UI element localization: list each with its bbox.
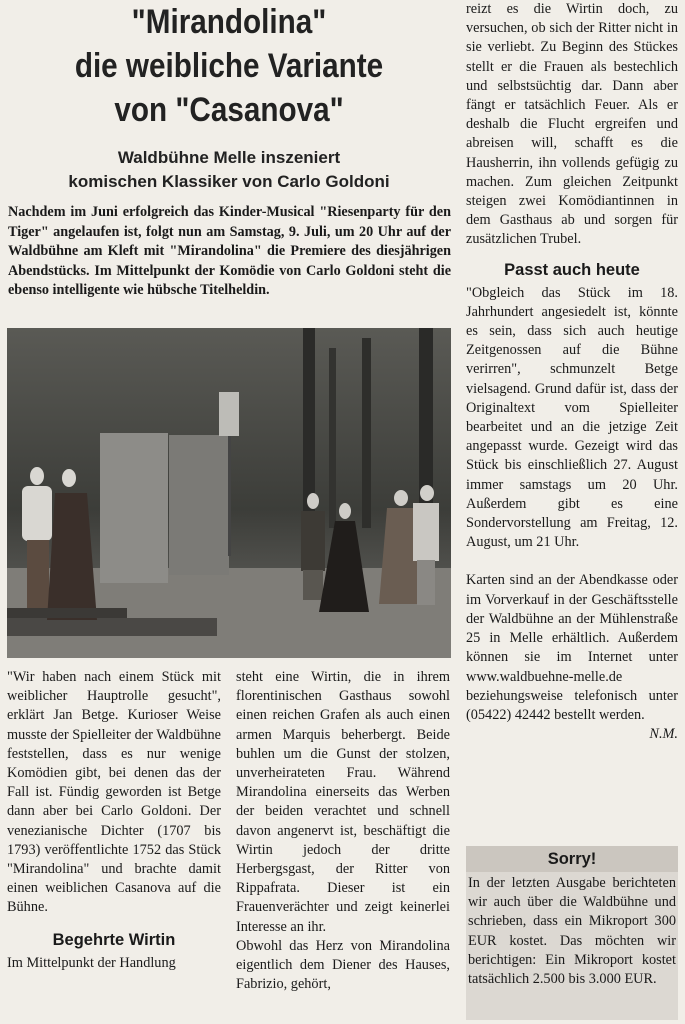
article-column-3 bbox=[466, 0, 678, 744]
lead-paragraph: Nachdem im Juni erfolgreich das Kinder-Musical "Riesenparty für den Tiger" angelaufen ist, folgt nun am Samstag, 9. Juli, um 20 Uhr auf der Waldbühne am Kleft mit "Mirandolina" die Premiere des diesjährigen Abendstücks. Im Mittelpunkt der Komödie von Carlo Goldoni steht die ebenso intelligente wie hübsche Titelheldin. bbox=[8, 204, 451, 299]
column-2-paragraph-1: steht eine Wirtin, die in ihrem florentinischen Gasthaus sowohl einen reichen Grafen als auch einen armen Marquis beherbergt. Beide buhlen um die Gunst der stolzen, unverheirateten Frau. Während Mirandolina einerseits das Werben der beiden verachtet und schnell davon angenervt ist, beschäftigt die Wirtin jedoch der dritte Herbergsgast, der Ritter von Rippafrata. Dieser ist ein Frauenverächter und zeigt keinerlei Interesse an ihr. bbox=[236, 669, 450, 935]
sorry-title: Sorry! bbox=[466, 846, 678, 872]
subheadline-line-2: komischen Klassiker von Carlo Goldoni bbox=[68, 172, 390, 191]
column-3-paragraph-3: Karten sind an der Abendkasse oder im Vorverkauf in der Geschäftsstelle der Waldbühne an der Mühlenstraße 25 in Melle erhältlich. Außerdem können sie im Internet unter www.waldbuehne-melle.de beziehungsweise telefonisch unter (05422) 42442 bestellt werden. bbox=[466, 572, 678, 723]
headline bbox=[36, 0, 423, 132]
column-1-paragraph-1: "Wir haben nach einem Stück mit weiblicher Hauptrolle gesucht", erklärt Jan Betge. Kurioser Weise musste der Spielleiter der Waldbühne feststellen, dass es nur wenige Komödien gibt, bei denen das der Fall ist. Fündig geworden ist Betge dann aber bei Carlo Goldoni. Der venezianische Dichter (1707 bis 1793) veröffentlichte 1752 das Stück "Mirandolina" und brachte damit einen weiblichen Casanova auf die Bühne. bbox=[7, 669, 221, 916]
subheadline bbox=[4, 146, 454, 194]
article-column-2 bbox=[236, 668, 450, 994]
author-signature: N.M. bbox=[649, 726, 678, 743]
sorry-text: In der letzten Ausgabe berichteten wir auch über die Waldbühne und schrieben, dass ein Mikroport 300 EUR kostet. Das möchten wir berichtigen: Ein Mikroport kostet tatsächlich 2.500 bis 3.000 EUR. bbox=[468, 875, 676, 988]
headline-line-3: von "Casanova" bbox=[114, 91, 344, 129]
column-1-paragraph-2: Im Mittelpunkt der Handlung bbox=[7, 954, 176, 971]
subheading-passt-auch-heute: Passt auch heute bbox=[504, 260, 640, 279]
article-column-1 bbox=[7, 668, 221, 973]
stage-photo bbox=[7, 328, 451, 658]
stage-sign bbox=[219, 392, 239, 436]
backdrop-panel-right bbox=[169, 435, 229, 575]
headline-line-2: die weibliche Variante bbox=[74, 47, 384, 85]
stage-platform bbox=[7, 618, 217, 636]
headline-line-1: "Mirandolina" bbox=[131, 3, 327, 41]
sign-post bbox=[228, 436, 231, 556]
subheadline-line-1: Waldbühne Melle inszeniert bbox=[117, 148, 341, 167]
sorry-correction-box bbox=[466, 846, 678, 1020]
tree-trunk-2 bbox=[329, 348, 336, 528]
column-3-paragraph-1: reizt es die Wirtin doch, zu versuchen, ob sich der Ritter nicht in sie verliebt. Zu Beginn des Stückes stellt er die Frauen als bestechlich und selbstsüchtig dar. Dann aber fängt er tatsächlich Feuer. Als er deshalb die Flucht ergreifen und abreisen will, schafft es die Hausherrin, ihn vollends gefügig zu machen. Zum gleichen Zeitpunkt steigen zwei Komödiantinnen in dem Gasthaus ab und sorgen für zusätzlichen Trubel. bbox=[466, 1, 678, 248]
column-2-paragraph-2: Obwohl das Herz von Mirandolina eigentlich dem Diener des Hauses, Fabrizio, gehört, bbox=[236, 937, 450, 993]
subheading-begehrte-wirtin: Begehrte Wirtin bbox=[52, 930, 176, 949]
bench bbox=[7, 608, 127, 618]
backdrop-panel-left bbox=[100, 433, 168, 583]
tree-trunk-3 bbox=[362, 338, 371, 528]
column-3-paragraph-2: "Obgleich das Stück im 18. Jahrhundert angesiedelt ist, könnte es sein, dass sich auch heutige Zeitgenossen auf die Bühne verirren", schmunzelt Betge vielsagend. Grund dafür ist, dass der Originaltext vom Spielleiter bearbeitet und an die jetzige Zeit angepasst wurde. Gezeigt wird das Stück bis einschließlich 27. August immer samstags um 20 Uhr. Außerdem gibt es eine Sondervorstellung am Freitag, 12. August, um 21 Uhr. bbox=[466, 284, 678, 551]
